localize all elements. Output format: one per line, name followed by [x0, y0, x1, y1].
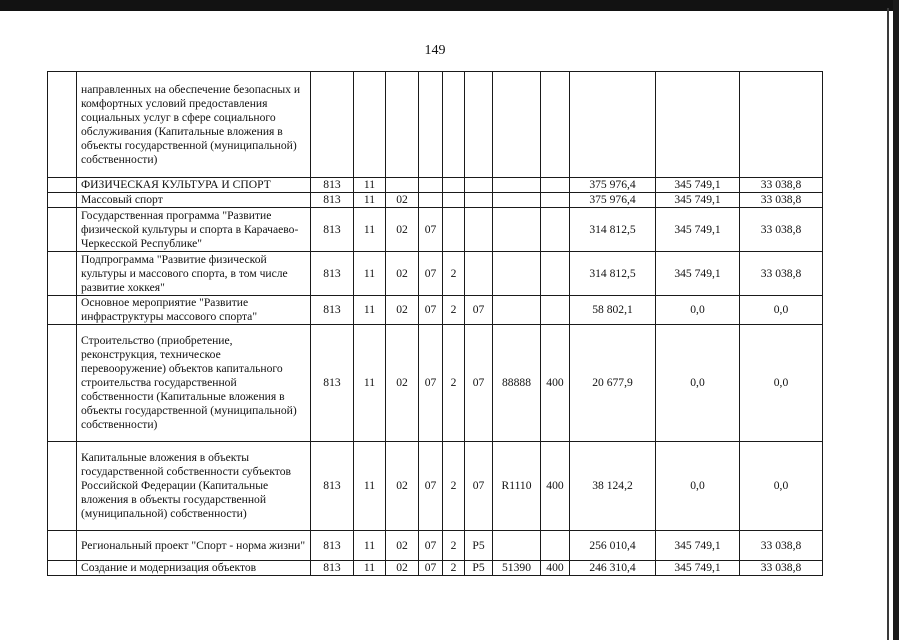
amount-year-1-cell: 314 812,5 [570, 252, 656, 296]
row-number-cell [48, 178, 77, 193]
row-name-cell: Государственная программа "Развитие физической культуры и спорта в Карачаево-Черкесской Республике" [77, 208, 311, 252]
amount-year-2-cell: 0,0 [656, 442, 740, 531]
row-number-cell [48, 208, 77, 252]
code-rz-cell: 11 [354, 208, 386, 252]
code-expense-type-cell [541, 72, 570, 178]
table-row [48, 252, 823, 296]
code-rz-cell: 11 [354, 193, 386, 208]
table-row [48, 72, 823, 178]
code-pr-cell: 02 [386, 252, 419, 296]
code-subprogram-cell: 2 [443, 442, 465, 531]
code-subprogram-cell: 2 [443, 252, 465, 296]
code-pr-cell: 02 [386, 442, 419, 531]
amount-year-3-cell: 33 038,8 [740, 208, 823, 252]
code-ved-cell: 813 [311, 193, 354, 208]
table-row [48, 531, 823, 561]
code-ved-cell: 813 [311, 531, 354, 561]
row-number-cell [48, 296, 77, 325]
code-subprogram-cell: 2 [443, 531, 465, 561]
code-program-cell: 07 [419, 252, 443, 296]
code-ved-cell: 813 [311, 252, 354, 296]
code-expense-type-cell: 400 [541, 325, 570, 442]
row-name-cell: Массовый спорт [77, 193, 311, 208]
row-name-cell: Создание и модернизация объектов [77, 561, 311, 576]
budget-table [47, 71, 823, 576]
code-measure-cell [465, 208, 493, 252]
row-name-cell: Капитальные вложения в объекты государственной собственности субъектов Российской Федерации (Капитальные вложения в объекты государственной (муниципальной) собственности) [77, 442, 311, 531]
code-expense-type-cell [541, 531, 570, 561]
row-number-cell [48, 252, 77, 296]
code-ved-cell: 813 [311, 325, 354, 442]
row-number-cell [48, 193, 77, 208]
code-measure-cell [465, 193, 493, 208]
code-subprogram-cell [443, 193, 465, 208]
code-measure-cell [465, 178, 493, 193]
code-program-cell: 07 [419, 531, 443, 561]
amount-year-2-cell [656, 72, 740, 178]
code-measure-cell: 07 [465, 296, 493, 325]
row-name-cell: Основное мероприятие "Развитие инфраструктуры массового спорта" [77, 296, 311, 325]
amount-year-1-cell: 58 802,1 [570, 296, 656, 325]
code-rz-cell [354, 72, 386, 178]
code-measure-cell: P5 [465, 531, 493, 561]
code-direction-cell: 88888 [493, 325, 541, 442]
code-direction-cell [493, 252, 541, 296]
amount-year-1-cell [570, 72, 656, 178]
code-expense-type-cell: 400 [541, 442, 570, 531]
table-row [48, 561, 823, 576]
code-rz-cell: 11 [354, 178, 386, 193]
code-direction-cell: 51390 [493, 561, 541, 576]
code-expense-type-cell [541, 208, 570, 252]
amount-year-3-cell: 33 038,8 [740, 531, 823, 561]
code-pr-cell: 02 [386, 531, 419, 561]
table-row [48, 193, 823, 208]
code-program-cell: 07 [419, 208, 443, 252]
code-direction-cell: R1110 [493, 442, 541, 531]
code-measure-cell [465, 72, 493, 178]
code-measure-cell: 07 [465, 325, 493, 442]
code-subprogram-cell [443, 178, 465, 193]
amount-year-1-cell: 314 812,5 [570, 208, 656, 252]
amount-year-1-cell: 246 310,4 [570, 561, 656, 576]
code-subprogram-cell [443, 72, 465, 178]
amount-year-1-cell: 256 010,4 [570, 531, 656, 561]
code-ved-cell: 813 [311, 178, 354, 193]
amount-year-2-cell: 345 749,1 [656, 208, 740, 252]
code-pr-cell [386, 72, 419, 178]
code-expense-type-cell [541, 193, 570, 208]
amount-year-3-cell: 33 038,8 [740, 178, 823, 193]
code-rz-cell: 11 [354, 252, 386, 296]
code-rz-cell: 11 [354, 561, 386, 576]
amount-year-2-cell: 0,0 [656, 325, 740, 442]
amount-year-3-cell: 0,0 [740, 296, 823, 325]
amount-year-3-cell: 33 038,8 [740, 193, 823, 208]
amount-year-2-cell: 345 749,1 [656, 252, 740, 296]
row-number-cell [48, 442, 77, 531]
budget-table-body [48, 72, 823, 576]
code-rz-cell: 11 [354, 325, 386, 442]
code-program-cell: 07 [419, 442, 443, 531]
amount-year-3-cell: 0,0 [740, 325, 823, 442]
amount-year-1-cell: 38 124,2 [570, 442, 656, 531]
code-rz-cell: 11 [354, 531, 386, 561]
amount-year-2-cell: 345 749,1 [656, 561, 740, 576]
code-ved-cell: 813 [311, 296, 354, 325]
code-pr-cell: 02 [386, 193, 419, 208]
code-expense-type-cell: 400 [541, 561, 570, 576]
amount-year-3-cell: 0,0 [740, 442, 823, 531]
amount-year-3-cell [740, 72, 823, 178]
code-expense-type-cell [541, 252, 570, 296]
code-program-cell [419, 178, 443, 193]
scan-edge-right [893, 0, 899, 640]
table-row [48, 208, 823, 252]
code-subprogram-cell: 2 [443, 296, 465, 325]
code-subprogram-cell: 2 [443, 561, 465, 576]
code-measure-cell: P5 [465, 561, 493, 576]
row-name-cell: ФИЗИЧЕСКАЯ КУЛЬТУРА И СПОРТ [77, 178, 311, 193]
amount-year-2-cell: 345 749,1 [656, 193, 740, 208]
code-expense-type-cell [541, 296, 570, 325]
code-direction-cell [493, 178, 541, 193]
code-program-cell [419, 72, 443, 178]
code-ved-cell [311, 72, 354, 178]
amount-year-2-cell: 345 749,1 [656, 531, 740, 561]
code-subprogram-cell [443, 208, 465, 252]
amount-year-2-cell: 345 749,1 [656, 178, 740, 193]
code-direction-cell [493, 296, 541, 325]
code-subprogram-cell: 2 [443, 325, 465, 442]
amount-year-1-cell: 375 976,4 [570, 193, 656, 208]
row-number-cell [48, 531, 77, 561]
amount-year-1-cell: 375 976,4 [570, 178, 656, 193]
code-direction-cell [493, 208, 541, 252]
code-rz-cell: 11 [354, 442, 386, 531]
code-direction-cell [493, 531, 541, 561]
code-program-cell: 07 [419, 561, 443, 576]
code-pr-cell: 02 [386, 561, 419, 576]
row-number-cell [48, 325, 77, 442]
amount-year-3-cell: 33 038,8 [740, 252, 823, 296]
amount-year-2-cell: 0,0 [656, 296, 740, 325]
code-pr-cell: 02 [386, 208, 419, 252]
table-row [48, 296, 823, 325]
code-direction-cell [493, 193, 541, 208]
table-row [48, 178, 823, 193]
code-ved-cell: 813 [311, 442, 354, 531]
code-ved-cell: 813 [311, 208, 354, 252]
code-program-cell: 07 [419, 325, 443, 442]
code-direction-cell [493, 72, 541, 178]
code-pr-cell: 02 [386, 296, 419, 325]
row-name-cell: направленных на обеспечение безопасных и комфортных условий предоставления социальных услуг в сфере социального обслуживания (Капитальные вложения в объекты государственной (муниципальной) собственности) [77, 72, 311, 178]
amount-year-3-cell: 33 038,8 [740, 561, 823, 576]
code-measure-cell [465, 252, 493, 296]
code-pr-cell [386, 178, 419, 193]
code-expense-type-cell [541, 178, 570, 193]
row-name-cell: Строительство (приобретение, реконструкция, техническое перевооружение) объектов капитального строительства государственной собственности (Капитальные вложения в объекты государственной (муниципальной) собственности) [77, 325, 311, 442]
scan-edge-top [0, 0, 899, 11]
code-program-cell: 07 [419, 296, 443, 325]
table-row [48, 325, 823, 442]
page-number: 149 [424, 43, 446, 58]
row-number-cell [48, 72, 77, 178]
code-program-cell [419, 193, 443, 208]
amount-year-1-cell: 20 677,9 [570, 325, 656, 442]
code-measure-cell: 07 [465, 442, 493, 531]
row-name-cell: Региональный проект "Спорт - норма жизни" [77, 531, 311, 561]
table-row [48, 442, 823, 531]
code-pr-cell: 02 [386, 325, 419, 442]
row-number-cell [48, 561, 77, 576]
row-name-cell: Подпрограмма "Развитие физической культуры и массового спорта, в том числе развитие хоккея" [77, 252, 311, 296]
code-ved-cell: 813 [311, 561, 354, 576]
code-rz-cell: 11 [354, 296, 386, 325]
scan-edge-right-line [887, 8, 889, 640]
